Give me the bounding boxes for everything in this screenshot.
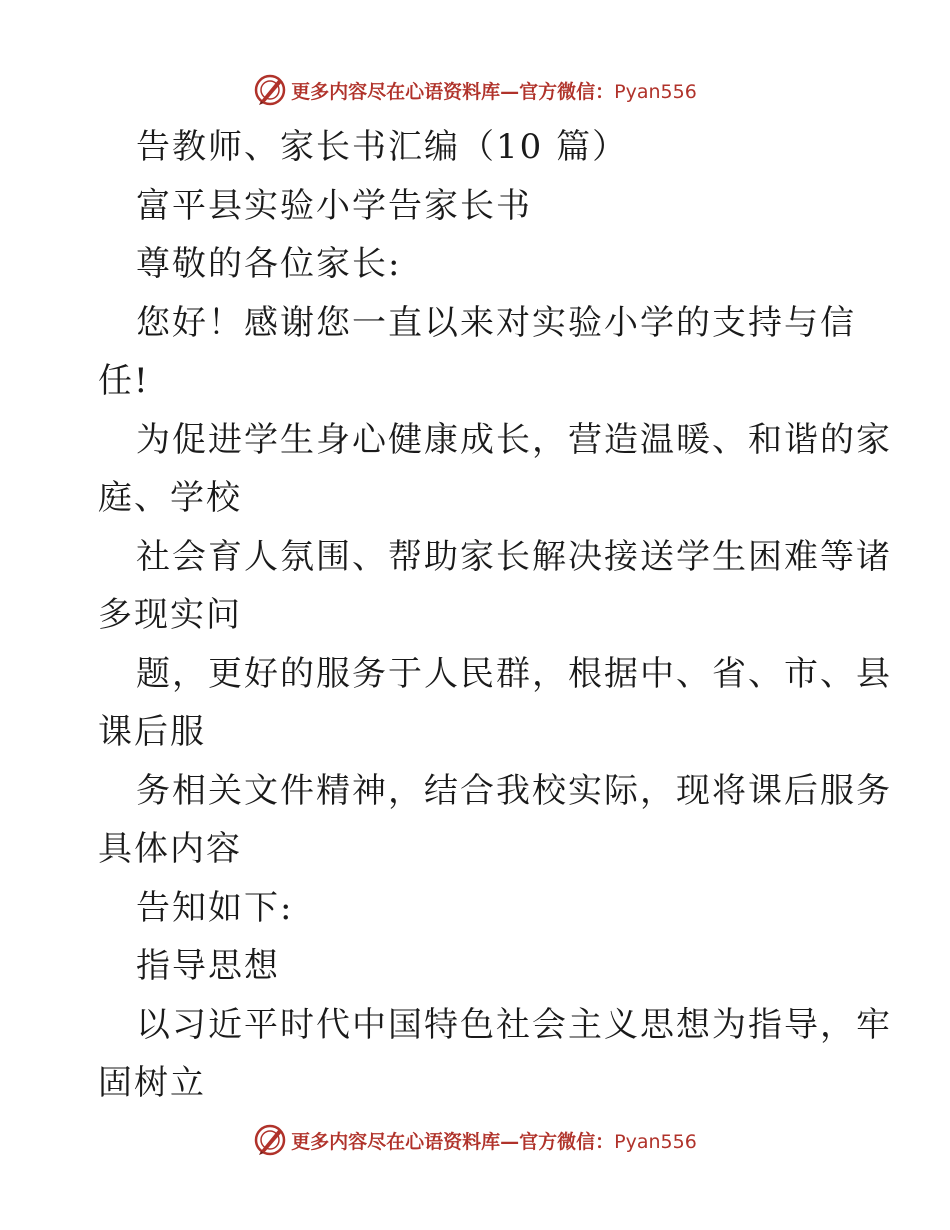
text-line: 具体内容: [98, 829, 242, 869]
text-line: 告教师、家长书汇编（10 篇）: [136, 127, 629, 167]
text-line: 社会育人氛围、帮助家长解决接送学生困难等诸: [136, 536, 892, 577]
text-line: 题，更好的服务于人民群，根据中、省、市、县: [136, 653, 892, 694]
text-line: 为促进学生身心健康成长，营造温暖、和谐的家: [136, 419, 892, 460]
text-line: 告知如下:: [136, 887, 294, 928]
text-line: 富平县实验小学告家长书: [136, 185, 532, 226]
wechat-id: Pyan556: [614, 1130, 697, 1153]
text-line: 任!: [98, 361, 150, 401]
text-line: 务相关文件精神，结合我校实际，现将课后服务: [136, 770, 892, 811]
text-line: 课后服: [98, 712, 206, 752]
text-line: 您好！感谢您一直以来对实验小学的支持与信: [136, 302, 856, 343]
header-watermark: [0, 70, 950, 110]
pen-logo-icon: [253, 73, 287, 107]
pen-logo-icon: [253, 1123, 287, 1157]
text-line: 固树立: [98, 1063, 206, 1103]
document-body: [98, 118, 892, 1113]
watermark-text: 更多内容尽在心语资料库—官方微信：Pyan556: [291, 1130, 697, 1153]
text-line: 尊敬的各位家长:: [136, 244, 402, 284]
watermark-text: 更多内容尽在心语资料库—官方微信：Pyan556: [291, 80, 697, 103]
footer-watermark: [0, 1120, 950, 1160]
text-line: 多现实问: [98, 595, 242, 635]
wechat-id: Pyan556: [614, 80, 697, 103]
text-line: 庭、学校: [98, 478, 242, 518]
text-line: 以习近平时代中国特色社会主义思想为指导，牢: [136, 1004, 892, 1045]
text-line: 指导思想: [136, 946, 280, 986]
